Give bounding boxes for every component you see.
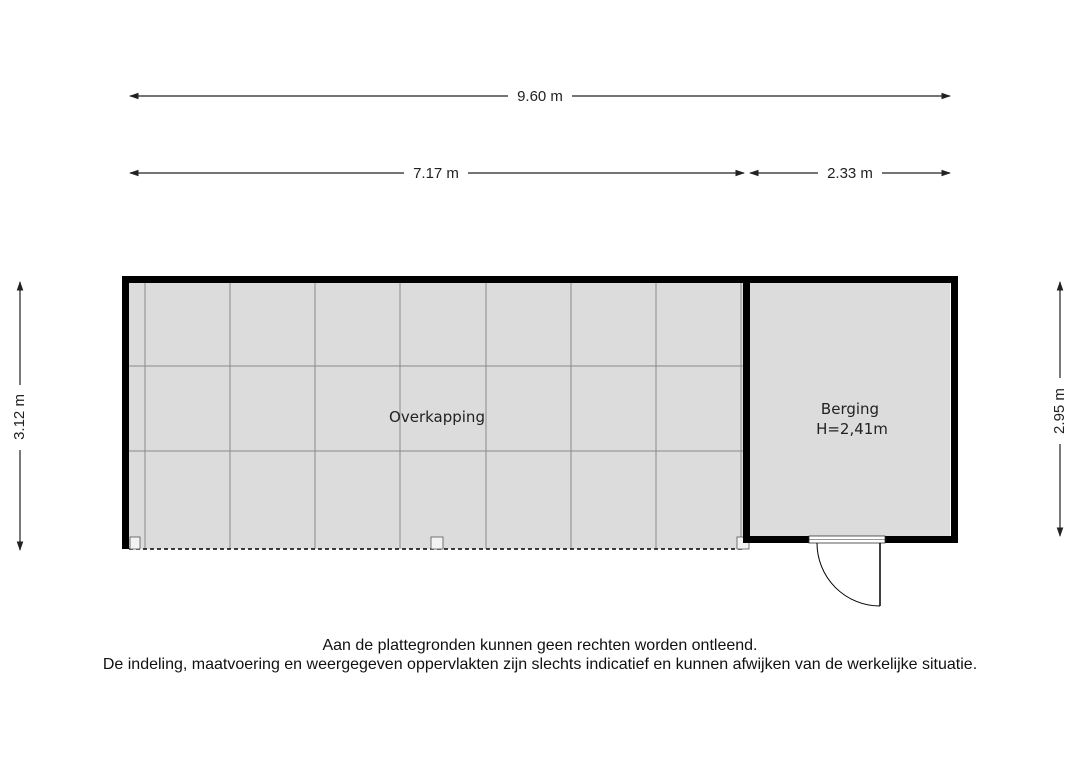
room-height-berging: H=2,41m (816, 420, 888, 438)
dimension-left-height (11, 282, 28, 550)
dimension-left-height-label: 3.12 m (10, 394, 28, 440)
room-label-overkapping: Overkapping (389, 408, 485, 426)
door-berging (809, 536, 885, 606)
wall-left (122, 276, 129, 549)
wall-divider (743, 276, 750, 543)
room-berging (750, 283, 950, 536)
disclaimer-line-1: Aan de plattegronden kunnen geen rechten worden ontleend. (322, 637, 758, 654)
door-swing-arc (817, 543, 880, 606)
wall-bottom-left (743, 536, 809, 543)
dimension-overkapping-width-label: 7.17 m (413, 165, 459, 182)
dimension-berging-width (750, 165, 950, 182)
wall-top (122, 276, 958, 283)
dimension-total-width-label: 9.60 m (517, 88, 563, 105)
disclaimer-line-2: De indeling, maatvoering en weergegeven oppervlakten zijn slechts indicatief en kunnen afwijken van de werkelijke situatie. (102, 656, 978, 673)
post (130, 537, 140, 549)
dimension-right-height-label: 2.95 m (1050, 388, 1068, 434)
room-label-berging: Berging (820, 400, 880, 418)
dimension-berging-width-label: 2.33 m (827, 165, 873, 182)
wall-bottom-right (885, 536, 958, 543)
room-overkapping (129, 283, 749, 549)
wall-right (951, 276, 958, 543)
post (431, 537, 443, 549)
dimension-overkapping-width (130, 165, 744, 182)
dimension-right-height (1051, 282, 1068, 536)
dimension-total-width (130, 88, 950, 105)
